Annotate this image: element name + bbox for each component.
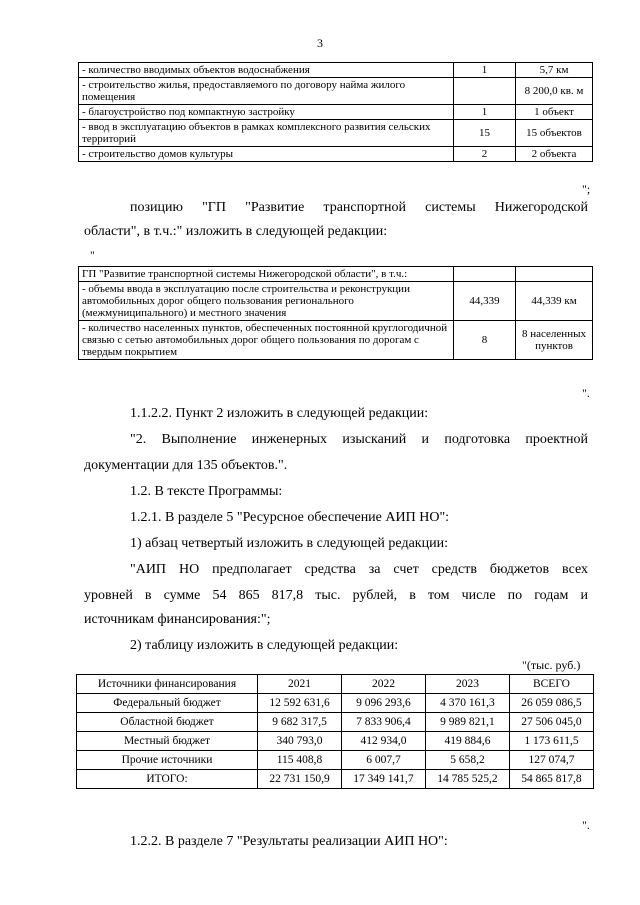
table-row xyxy=(79,267,593,282)
amount-cell: 22 731 150,9 xyxy=(258,770,342,789)
paragraph-position-line1: позицию "ГП "Развитие транспортной системы Нижегородской xyxy=(130,200,588,215)
amount-cell: 127 074,7 xyxy=(509,751,593,770)
indicator-count: 1 xyxy=(454,105,516,120)
units-label: "(тыс. руб.) xyxy=(522,658,581,672)
source-name: Областной бюджет xyxy=(77,713,258,732)
table-row xyxy=(79,321,593,360)
table-row xyxy=(79,120,593,147)
indicator-count: 1 xyxy=(454,63,516,78)
indicator-value: 8 населенных пунктов xyxy=(516,321,593,360)
indicator-count: 44,339 xyxy=(454,282,516,321)
source-name: Прочие источники xyxy=(77,751,258,770)
amount-cell: 340 793,0 xyxy=(258,732,342,751)
indicator-name: - благоустройство под компактную застройку xyxy=(79,105,454,120)
indicator-count: 8 xyxy=(454,321,516,360)
indicator-count xyxy=(454,78,516,105)
table-row xyxy=(77,694,594,713)
amount-cell: 27 506 045,0 xyxy=(509,713,593,732)
paragraph-item-2: 2) таблицу изложить в следующей редакции: xyxy=(130,638,399,653)
table-row xyxy=(79,78,593,105)
amount-cell: 5 658,2 xyxy=(425,751,509,770)
indicator-value: 1 объект xyxy=(516,105,593,120)
indicator-count xyxy=(454,267,516,282)
amount-cell: 17 349 141,7 xyxy=(342,770,426,789)
indicator-name: - строительство домов культуры xyxy=(79,147,454,162)
source-name: Местный бюджет xyxy=(77,732,258,751)
indicator-value: 8 200,0 кв. м xyxy=(516,78,593,105)
source-name: Федеральный бюджет xyxy=(77,694,258,713)
table-row xyxy=(77,770,594,789)
indicators-table-2 xyxy=(78,266,593,360)
opening-quote: " xyxy=(90,248,95,262)
amount-cell: 4 370 161,3 xyxy=(425,694,509,713)
page-number: 3 xyxy=(317,36,323,50)
amount-cell: 54 865 817,8 xyxy=(509,770,593,789)
paragraph-aip-line3: источникам финансирования:"; xyxy=(84,612,271,627)
amount-cell: 6 007,7 xyxy=(342,751,426,770)
column-header: 2022 xyxy=(342,675,426,694)
paragraph-1122: 1.1.2.2. Пункт 2 изложить в следующей редакции: xyxy=(130,406,429,421)
column-header: 2023 xyxy=(425,675,509,694)
indicator-name: ГП "Развитие транспортной системы Нижегородской области", в т.ч.: xyxy=(79,267,454,282)
table-row xyxy=(79,105,593,120)
table-row xyxy=(79,282,593,321)
closing-quote-3: ". xyxy=(582,818,590,832)
indicator-value xyxy=(516,267,593,282)
column-header: ВСЕГО xyxy=(509,675,593,694)
table-row xyxy=(79,63,593,78)
paragraph-quote-line1: "2. Выполнение инженерных изысканий и подготовка проектной xyxy=(130,432,588,447)
indicator-name: - ввод в эксплуатацию объектов в рамках комплексного развития сельских территорий xyxy=(79,120,454,147)
table-row xyxy=(77,713,594,732)
table-row xyxy=(77,751,594,770)
amount-cell: 26 059 086,5 xyxy=(509,694,593,713)
closing-quote-1: "; xyxy=(582,182,591,196)
amount-cell: 9 096 293,6 xyxy=(342,694,426,713)
amount-cell: 1 173 611,5 xyxy=(509,732,593,751)
source-name: ИТОГО: xyxy=(77,770,258,789)
column-header: 2021 xyxy=(258,675,342,694)
indicators-table-1 xyxy=(78,62,593,162)
indicator-name: - объемы ввода в эксплуатацию после строительства и реконструкции автомобильных дорог общего пользования регионального (межмуниципального) и местного значения xyxy=(79,282,454,321)
indicator-count: 15 xyxy=(454,120,516,147)
amount-cell: 7 833 906,4 xyxy=(342,713,426,732)
amount-cell: 9 682 317,5 xyxy=(258,713,342,732)
table-row xyxy=(77,732,594,751)
amount-cell: 12 592 631,6 xyxy=(258,694,342,713)
closing-quote-2: ". xyxy=(582,386,590,400)
column-header: Источники финансирования xyxy=(77,675,258,694)
paragraph-121: 1.2.1. В разделе 5 "Ресурсное обеспечение АИП НО": xyxy=(130,510,450,525)
paragraph-position-line2: области", в т.ч.:" изложить в следующей редакции: xyxy=(84,224,388,239)
indicator-name: - количество населенных пунктов, обеспеченных постоянной круглогодичной связью с сетью автомобильных дорог общего пользования по дорогам с твердым покрытием xyxy=(79,321,454,360)
indicator-value: 2 объекта xyxy=(516,147,593,162)
indicator-value: 15 объектов xyxy=(516,120,593,147)
indicator-value: 5,7 км xyxy=(516,63,593,78)
amount-cell: 9 989 821,1 xyxy=(425,713,509,732)
indicator-name: - строительство жилья, предоставляемого по договору найма жилого помещения xyxy=(79,78,454,105)
indicator-name: - количество вводимых объектов водоснабжения xyxy=(79,63,454,78)
table-row xyxy=(79,147,593,162)
paragraph-quote-line2: документации для 135 объектов.". xyxy=(84,458,288,473)
indicator-count: 2 xyxy=(454,147,516,162)
amount-cell: 115 408,8 xyxy=(258,751,342,770)
amount-cell: 419 884,6 xyxy=(425,732,509,751)
paragraph-item-1: 1) абзац четвертый изложить в следующей редакции: xyxy=(130,536,448,551)
paragraph-1222: 1.2.2. В разделе 7 "Результаты реализации АИП НО": xyxy=(130,834,448,849)
paragraph-12: 1.2. В тексте Программы: xyxy=(130,484,283,499)
paragraph-aip-line1: "АИП НО предполагает средства за счет средств бюджетов всех xyxy=(130,562,588,577)
indicator-value: 44,339 км xyxy=(516,282,593,321)
amount-cell: 412 934,0 xyxy=(342,732,426,751)
amount-cell: 14 785 525,2 xyxy=(425,770,509,789)
paragraph-aip-line2: уровней в сумме 54 865 817,8 тыс. рублей, в том числе по годам и xyxy=(84,588,588,603)
finance-table xyxy=(76,674,594,789)
